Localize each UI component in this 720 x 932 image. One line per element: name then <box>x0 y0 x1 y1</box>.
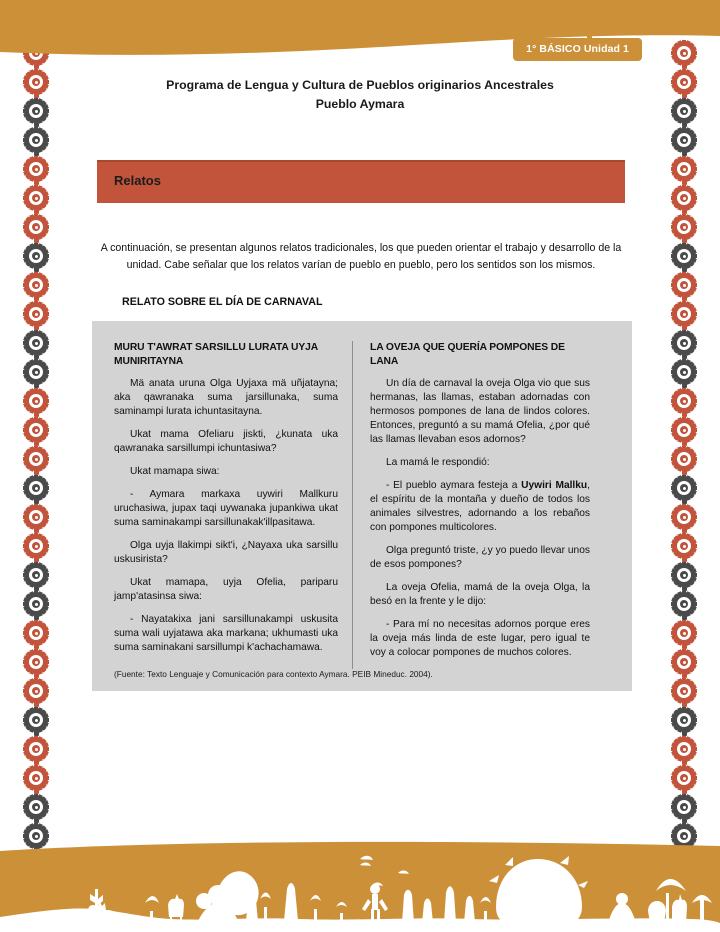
rosette-ornament <box>23 388 49 414</box>
story-paragraph: La oveja Ofelia, mamá de la oveja Olga, la besó en la frente y le dijo: <box>370 581 590 607</box>
relato-heading: RELATO SOBRE EL DÍA DE CARNAVAL <box>122 296 323 308</box>
story-columns <box>114 341 614 669</box>
story-paragraph: Un día de carnaval la oveja Olga vio que sus hermanas, las llamas, estaban adornadas con hermosos pompones de lana de lindos colores. Entonces, preguntó a su mamá Ofelia, ¿por qué las llamas llevaban esos adornos? <box>370 378 590 446</box>
story-paragraph: - Aymara markaxa uywiri Mallkuru uruchasiwa, jupax taqi uywanaka jupankiwa ukat suma saminakampi sarsillunakak'illpasitawa. <box>114 488 338 528</box>
rosette-ornament <box>23 417 49 443</box>
rosette-ornament <box>671 504 697 530</box>
rosette-ornament <box>23 127 49 153</box>
rosette-ornament <box>23 678 49 704</box>
decorative-border-left <box>19 40 53 870</box>
relatos-banner-label: Relatos <box>114 173 161 188</box>
emphasis-term: Uywiri Mallku <box>521 479 588 491</box>
story-body-aymara <box>114 377 338 655</box>
story-body-spanish <box>370 377 590 659</box>
story-paragraph: Ukat mamapa, uyja Ofelia, pariparu jamp'atasinsa siwa: <box>114 576 338 602</box>
rosette-ornament <box>671 765 697 791</box>
rosette-ornament <box>23 794 49 820</box>
rosette-ornament <box>671 127 697 153</box>
rosette-ornament <box>23 591 49 617</box>
rosette-ornament <box>23 765 49 791</box>
rosette-ornament <box>671 359 697 385</box>
rosette-ornament <box>23 330 49 356</box>
page-title-line1: Programa de Lengua y Cultura de Pueblos originarios Ancestrales <box>166 78 554 92</box>
rosette-ornament <box>23 185 49 211</box>
rosette-ornament <box>23 620 49 646</box>
rosette-ornament <box>23 301 49 327</box>
rosette-ornament <box>671 620 697 646</box>
page-title-line2: Pueblo Aymara <box>315 97 405 112</box>
rosette-ornament <box>671 388 697 414</box>
story-paragraph: Ukat mama Ofeliaru jiskti, ¿kunata uka qawranaka sarsillumpi ichuntasiwa? <box>114 429 338 455</box>
rosette-ornament <box>23 243 49 269</box>
rosette-ornament <box>671 649 697 675</box>
story-paragraph: La mamá le respondió: <box>386 457 490 468</box>
rosette-ornament <box>671 591 697 617</box>
rosette-ornament <box>23 272 49 298</box>
story-paragraph: Ukat mamapa siwa: <box>130 466 220 477</box>
story-heading-spanish: LA OVEJA QUE QUERÍA POMPONES DE LANA <box>370 342 565 367</box>
rosette-ornament <box>23 98 49 124</box>
intro-paragraph: A continuación, se presentan algunos relatos tradicionales, los que pueden orientar el trabajo y desarrollo de la unidad. Cabe señalar que los relatos varían de pueblo en pueblo, pero los sentidos son los mismos. <box>100 242 622 272</box>
rosette-ornament <box>671 301 697 327</box>
unit-badge: 1° BÁSICO Unidad 1 <box>513 38 642 61</box>
rosette-ornament <box>671 678 697 704</box>
rosette-ornament <box>671 794 697 820</box>
rosette-ornament <box>671 533 697 559</box>
rosette-ornament <box>23 707 49 733</box>
rosette-ornament <box>23 504 49 530</box>
rosette-ornament <box>23 446 49 472</box>
rosette-ornament <box>23 69 49 95</box>
rosette-ornament <box>23 475 49 501</box>
rosette-ornament <box>671 707 697 733</box>
story-column-aymara <box>114 341 352 669</box>
relatos-section-banner <box>97 160 625 203</box>
rosette-ornament <box>671 562 697 588</box>
rosette-ornament <box>23 156 49 182</box>
story-paragraph: - Nayatakixa jani sarsillunakampi uskusita suma wali uyjatawa aka markana; ukhumasti uka suma saminakani sarsillumpi k'achachamawa. <box>114 613 338 653</box>
story-paragraph: - El pueblo aymara festeja a Uywiri Mallku, el espíritu de la montaña y dueño de todos los animales silvestres, adornando a los rebaños con pompones multicolores. <box>370 479 590 533</box>
rosette-ornament <box>671 98 697 124</box>
rosette-ornament <box>671 214 697 240</box>
rosette-ornament <box>671 475 697 501</box>
rosette-ornament <box>671 446 697 472</box>
story-paragraph: - Para mí no necesitas adornos porque eres la oveja más linda de este lugar, pero igual te voy a colocar pompones de muchos colores. <box>370 618 590 658</box>
source-citation: (Fuente: Texto Lenguaje y Comunicación para contexto Aymara. PEIB Mineduc. 2004). <box>114 669 433 679</box>
page-title <box>90 76 630 114</box>
rosette-ornament <box>23 359 49 385</box>
story-column-spanish <box>352 341 590 669</box>
story-heading-aymara: MURU T'AWRAT SARSILLU LURATA UYJA MUNIRITAYNA <box>114 342 318 367</box>
rosette-ornament <box>671 417 697 443</box>
rosette-ornament <box>23 214 49 240</box>
rosette-ornament <box>671 185 697 211</box>
story-paragraph: Mä anata uruna Olga Uyjaxa mä uñjatayna; aka qawranaka suma jarsillunaka, suma saminampi lurata ichuntasitayna. <box>114 378 338 418</box>
decorative-border-right <box>667 40 701 870</box>
rosette-ornament <box>671 330 697 356</box>
rosette-ornament <box>671 243 697 269</box>
rosette-ornament <box>23 533 49 559</box>
rosette-ornament <box>671 69 697 95</box>
rosette-ornament <box>671 156 697 182</box>
rosette-ornament <box>23 562 49 588</box>
rosette-ornament <box>23 736 49 762</box>
story-paragraph: Olga uyja llakimpi sikt'i, ¿Nayaxa uka sarsillu uskusirista? <box>114 539 338 565</box>
story-box <box>92 321 632 691</box>
rosette-ornament <box>671 272 697 298</box>
story-paragraph: Olga preguntó triste, ¿y yo puedo llevar unos de esos pompones? <box>370 544 590 570</box>
rosette-ornament <box>23 649 49 675</box>
bottom-landscape-band <box>0 837 720 932</box>
rosette-ornament <box>671 736 697 762</box>
